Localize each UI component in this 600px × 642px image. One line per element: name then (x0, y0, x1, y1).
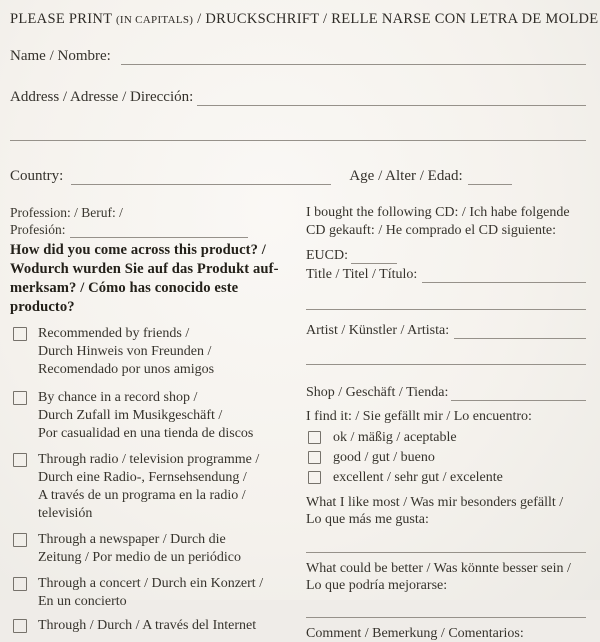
checkbox-radio-tv[interactable] (13, 453, 27, 467)
could-be-better-label (306, 560, 586, 595)
option-line: Durch Hinweis von Freunden / (38, 343, 214, 361)
title-field-row (306, 267, 586, 283)
form-title-rest: / DRUCKSCHRIFT / RELLE NARSE CON LETRA DE MOLDE (193, 11, 598, 27)
heading-line: Wodurch wurden Sie auf das Produkt auf- (10, 260, 292, 279)
rating-label-excellent: excellent / sehr gut / excelente (333, 470, 503, 486)
option-line: By chance in a record shop / (38, 389, 253, 407)
bought-cd-line: I bought the following CD: / Ich habe folgende (306, 204, 586, 222)
option-line: Through radio / television programme / (38, 451, 259, 469)
artist-input-line-2[interactable] (306, 364, 586, 365)
like-most-input-line[interactable] (306, 552, 586, 553)
rating-excellent (306, 470, 586, 486)
option-line: Zeitung / Por medio de un periódico (38, 549, 241, 567)
option-line: En un concierto (38, 593, 263, 611)
could-be-better-input-line[interactable] (306, 617, 586, 618)
address-label: Address / Adresse / Dirección: (10, 89, 193, 106)
rating-good (306, 450, 586, 466)
checkbox-concert[interactable] (13, 577, 27, 591)
option-label (38, 617, 256, 635)
address-field-row (10, 89, 586, 106)
checkbox-record-shop[interactable] (13, 391, 27, 405)
cd-title-input-line-2[interactable] (306, 309, 586, 310)
cd-title-input-line[interactable] (422, 269, 586, 283)
eucd-field-row (306, 248, 586, 264)
country-age-row (10, 168, 586, 185)
profession-label-line1: Profession: / Beruf: / (10, 204, 292, 221)
right-column (306, 204, 586, 642)
checkbox-newspaper[interactable] (13, 533, 27, 547)
find-it-label: I find it: / Sie gefällt mir / Lo encuentro: (306, 408, 586, 426)
shop-label: Shop / Geschäft / Tienda: (306, 385, 448, 401)
bought-cd-line: CD gekauft: / He comprado el CD siguiente: (306, 222, 586, 240)
eucd-label: EUCD: (306, 248, 348, 264)
profession-label-line2: Profesión: (10, 221, 66, 238)
option-label (38, 575, 263, 611)
option-internet (10, 617, 292, 635)
artist-input-line[interactable] (454, 325, 586, 339)
option-line: Through / Durch / A través del Internet (38, 617, 256, 635)
rating-ok (306, 430, 586, 446)
could-be-better-line: What could be better / Was könnte besser sein / (306, 560, 586, 578)
name-label: Name / Nombre: (10, 48, 111, 65)
age-input-line[interactable] (468, 171, 512, 185)
address-input-line-2[interactable] (10, 140, 586, 141)
option-radio-tv (10, 451, 292, 523)
option-concert (10, 575, 292, 611)
checkbox-rating-ok[interactable] (308, 431, 321, 444)
option-label (38, 389, 253, 443)
could-be-better-line: Lo que podría mejorarse: (306, 577, 586, 595)
option-label (38, 531, 241, 567)
artist-label: Artist / Künstler / Artista: (306, 323, 449, 339)
name-input-line[interactable] (121, 51, 586, 65)
shop-input-line[interactable] (451, 387, 586, 401)
name-field-row (10, 48, 586, 65)
heading-line: How did you come across this product? / (10, 241, 292, 260)
how-found-heading (10, 241, 292, 317)
option-newspaper (10, 531, 292, 567)
checkbox-recommended-by-friends[interactable] (13, 327, 27, 341)
rating-label-ok: ok / mäßig / aceptable (333, 430, 457, 446)
option-line: Through a concert / Durch ein Konzert / (38, 575, 263, 593)
address-input-line[interactable] (197, 92, 586, 106)
option-line: Durch Zufall im Musikgeschäft / (38, 407, 253, 425)
profession-field-row (10, 221, 292, 238)
form-title-caps-note: (IN CAPITALS) (116, 14, 193, 26)
country-input-line[interactable] (71, 171, 331, 185)
heading-line: merksam? / Cómo has conocido este producto? (10, 279, 292, 317)
country-label: Country: (10, 168, 63, 185)
checkbox-rating-good[interactable] (308, 451, 321, 464)
option-line: Through a newspaper / Durch die (38, 531, 241, 549)
age-label: Age / Alter / Edad: (349, 168, 462, 185)
option-record-shop (10, 389, 292, 443)
option-line: Durch eine Radio-, Fernsehsendung / (38, 469, 259, 487)
like-most-line: Lo que más me gusta: (306, 511, 586, 529)
option-label (38, 325, 214, 379)
cd-title-label: Title / Titel / Título: (306, 267, 417, 283)
form-title-main: PLEASE PRINT (10, 11, 116, 27)
option-line: Recommended by friends / (38, 325, 214, 343)
bought-cd-label (306, 204, 586, 239)
option-recommended-by-friends (10, 325, 292, 379)
option-line: Por casualidad en una tienda de discos (38, 425, 253, 443)
checkbox-rating-excellent[interactable] (308, 471, 321, 484)
shop-field-row (306, 385, 586, 401)
form-title (10, 11, 586, 28)
checkbox-internet[interactable] (13, 619, 27, 633)
left-column (10, 204, 306, 642)
option-line: A través de un programa en la radio / (38, 487, 259, 505)
artist-field-row (306, 323, 586, 339)
comment-label: Comment / Bemerkung / Comentarios: (306, 625, 586, 642)
option-label (38, 451, 259, 523)
rating-label-good: good / gut / bueno (333, 450, 435, 466)
like-most-line: What I like most / Was mir besonders gefällt / (306, 494, 586, 512)
option-line: televisión (38, 505, 259, 523)
profession-input-line[interactable] (70, 225, 248, 238)
option-line: Recomendado por unos amigos (38, 361, 214, 379)
like-most-label (306, 494, 586, 529)
eucd-input-line[interactable] (351, 250, 397, 264)
